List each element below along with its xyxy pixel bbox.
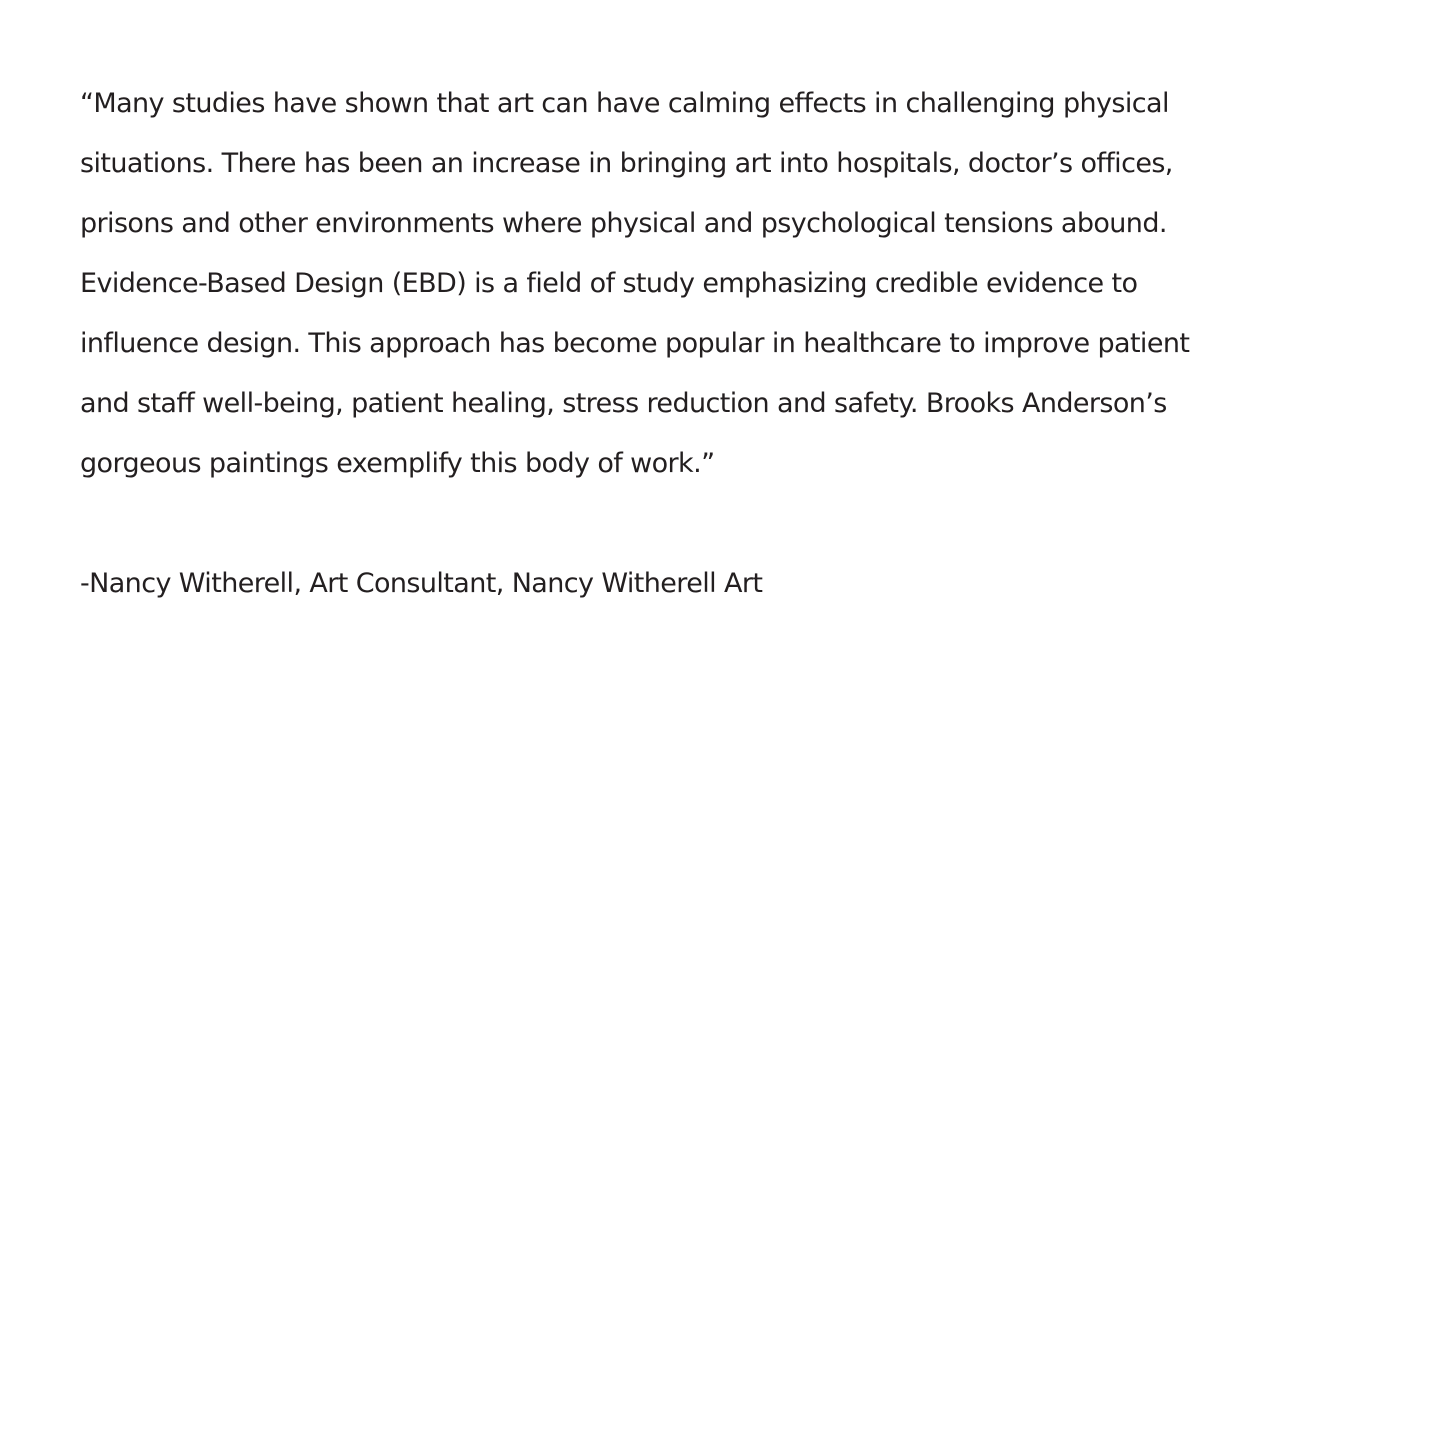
- quote-line-2: situations. There has been an increase in bringing art into hospitals, doctor’s offices,: [80, 148, 1173, 179]
- quote-line-7: gorgeous paintings exemplify this body of work.”: [80, 448, 715, 479]
- quote-line-6: and staff well-being, patient healing, stress reduction and safety. Brooks Anderson’s: [80, 388, 1167, 419]
- quote-attribution: -Nancy Witherell, Art Consultant, Nancy Witherell Art: [80, 568, 763, 599]
- quote-line-4: Evidence-Based Design (EBD) is a field of study emphasizing credible evidence to: [80, 268, 1138, 299]
- quote-line-3: prisons and other environments where physical and psychological tensions abound.: [80, 208, 1167, 239]
- quote-line-5: influence design. This approach has become popular in healthcare to improve patient: [80, 328, 1190, 359]
- quote-line-1: “Many studies have shown that art can have calming effects in challenging physical: [80, 88, 1169, 119]
